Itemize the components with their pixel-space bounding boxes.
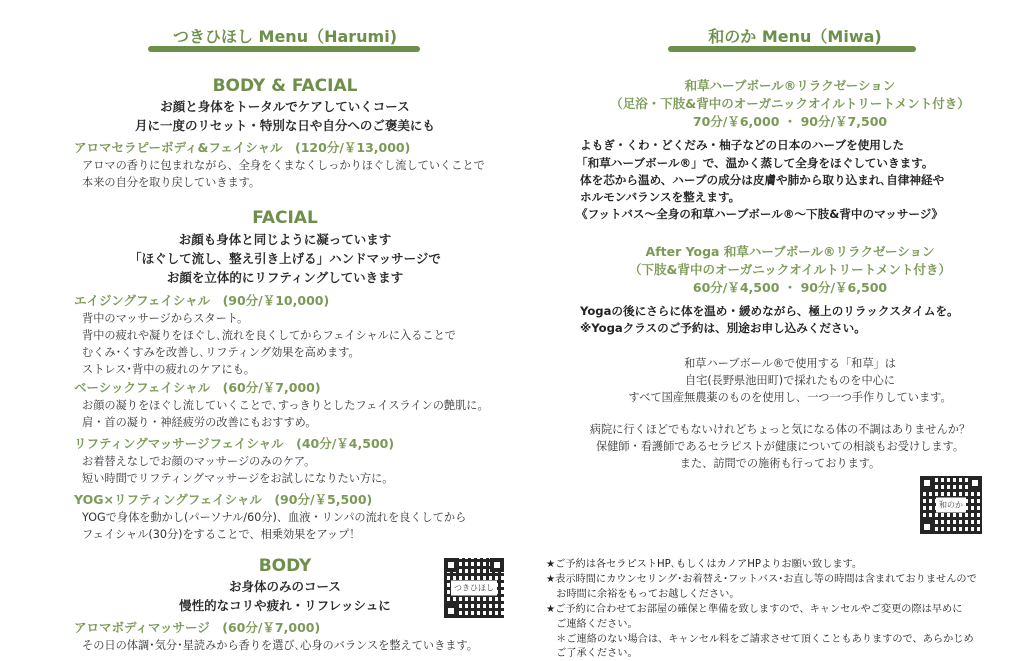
booking-note: ご連絡ください。 <box>546 619 638 630</box>
consult-note-line: 病院に行くほどでもないけれどちょっと気になる体の不調はありませんか？ <box>589 423 971 436</box>
qr-finder-icon <box>444 558 458 572</box>
after-yoga-subtitle: （下肢&背中のオーガニックオイルトリートメント付き） <box>629 262 951 277</box>
after-yoga-price: 60分/￥4,500 ・ 90分/￥6,500 <box>692 280 888 295</box>
qr-code-wanoka[interactable] <box>920 476 982 534</box>
qr-finder-icon <box>968 476 982 490</box>
menu-item-desc: むくみ･くすみを改善し､リフティング効果を高めます。 <box>82 346 360 359</box>
menu-item-desc: お着替えなしでお顔のマッサージのみのケア。 <box>82 455 316 468</box>
after-yoga-desc: Yogaの後にさらに体を温め・緩めながら、極上のリラックスタイムを。 <box>580 304 959 318</box>
menu-item-yog-lifting-facial: YOG×リフティングフェイシャル (90分/￥5,500) <box>74 492 373 507</box>
body-facial-title: BODY & FACIAL <box>212 76 358 96</box>
menu-item-desc: アロマの香りに包まれながら、全身をくまなくしっかりほぐし流していくことで <box>82 159 485 172</box>
menu-item-desc: 背中の疲れや凝りをほぐし､流れを良くしてからフェイシャルに入ることで <box>82 329 456 342</box>
qr-finder-icon <box>920 476 934 490</box>
booking-note: ★ご予約に合わせてお部屋の確保と準備を致しますので、キャンセルやご変更の際は早めに <box>546 604 963 615</box>
menu-item-aroma-body-massage: アロマボディマッサージ (60分/￥7,000) <box>74 620 321 635</box>
herbal-desc: ホルモンバランスを整えます。 <box>580 190 741 204</box>
body-facial-tagline-1: お顔と身体をトータルでケアしていくコース <box>160 99 410 114</box>
left-header-underline <box>148 46 420 52</box>
body-tagline-1: お身体のみのコース <box>229 579 341 594</box>
wakusa-note-line: すべて国産無農薬のものを使用し、一つ一つ手作りしています。 <box>628 391 952 404</box>
menu-item-lifting-massage-facial: リフティングマッサージフェイシャル (40分/￥4,500) <box>74 436 395 451</box>
qr-code-tsukihihoshi[interactable] <box>444 558 504 618</box>
menu-item-desc: ストレス･背中の疲れのケアにも。 <box>82 363 256 376</box>
menu-item-desc: 肩・首の凝り・神経疲労の改善にもおすすめ。 <box>82 416 317 429</box>
menu-item-desc: その日の体調･気分･星読みから香りを選び､心身のバランスを整えていきます。 <box>82 639 478 652</box>
menu-item-desc: フェイシャル(30分)をすることで、相乗効果をアップ！ <box>82 528 361 541</box>
menu-item-desc: お顔の凝りをほぐし流していくことで､すっきりとしたフェイスラインの艶肌に。 <box>82 399 489 412</box>
menu-item-basic-facial: ベーシックフェイシャル (60分/￥7,000) <box>74 380 321 395</box>
left-menu-header: つきひほし Menu（Harumi) <box>172 27 398 46</box>
facial-tagline-2: 「ほぐして流し、整え引き上げる」ハンドマッサージで <box>129 251 441 266</box>
herbal-desc: 《フットバス～全身の和草ハーブボール®～下肢&背中のマッサージ》 <box>576 207 944 221</box>
wakusa-note-line: 自宅(長野県池田町)で採れたものを中心に <box>684 374 896 387</box>
menu-item-desc: 短い時間でリフティングマッサージをお試しになりたい方に。 <box>82 472 394 485</box>
qr-finder-icon <box>444 604 458 618</box>
consult-note-line: また、訪問での施術も行っております。 <box>679 457 881 470</box>
body-tagline-2: 慢性的なコリや疲れ・リフレッシュに <box>179 598 391 613</box>
facial-title: FACIAL <box>252 208 318 228</box>
menu-item-aging-facial: エイジングフェイシャル (90分/￥10,000) <box>74 293 330 308</box>
herbal-desc: よもぎ・くわ・どくだみ・柚子などの日本のハーブを使用した <box>580 138 905 152</box>
booking-note: ＊ご連絡のない場合は、キャンセル料をご請求させて頂くこともありますので、あらかじめ <box>546 634 974 645</box>
facial-tagline-3: お顔を立体的にリフティングしていきます <box>166 270 404 285</box>
herbal-ball-subtitle: （足浴・下肢&背中のオーガニックオイルトリートメント付き） <box>610 96 970 111</box>
menu-item-desc: 背中のマッサージからスタート。 <box>82 312 249 325</box>
qr-label: 和のか <box>936 498 966 513</box>
facial-tagline-1: お顔も身体と同じように凝っています <box>178 232 392 247</box>
after-yoga-desc: ※Yogaクラスのご予約は、別途お申し込みください。 <box>580 321 866 335</box>
body-title: BODY <box>258 556 312 576</box>
booking-note: ★表示時間にカウンセリング･お着替え･フットバス･お直し等の時間は含まれておりませんので <box>546 574 977 585</box>
right-menu-header: 和のか Menu（Miwa) <box>708 27 882 46</box>
consult-note-line: 保健師・看護師であるセラピストが健康についての相談もお受けします。 <box>595 440 965 453</box>
herbal-ball-title: 和草ハーブボール®リラクゼーション <box>684 78 896 93</box>
after-yoga-title: After Yoga 和草ハーブボール®リラクゼーション <box>645 244 935 259</box>
herbal-desc: 「和草ハーブボール®」で、温かく蒸して全身をほぐしていきます。 <box>576 156 934 170</box>
wakusa-note-line: 和草ハーブボール®で使用する「和草」は <box>684 357 896 370</box>
herbal-desc: 体を芯から温め、ハーブの成分は皮膚や肺から取り込まれ､自律神経や <box>580 173 945 187</box>
qr-label: つきひほし <box>451 581 497 596</box>
menu-item-desc: YOGで身体を動かし(パーソナル/60分)、血液・リンパの流れを良くしてから <box>82 511 467 524</box>
qr-finder-icon <box>490 558 504 572</box>
menu-item-aroma-body-facial: アロマセラピーボディ&フェイシャル (120分/￥13,000) <box>74 140 411 155</box>
qr-finder-icon <box>920 520 934 534</box>
menu-item-desc: 本来の自分を取り戻していきます。 <box>82 176 261 189</box>
booking-note: ご了承ください。 <box>546 648 638 659</box>
body-facial-tagline-2: 月に一度のリセット・特別な日や自分へのご褒美にも <box>135 118 435 133</box>
booking-note: ★ご予約は各セラピストHP､もしくはカノアHPよりお願い致します。 <box>546 559 863 570</box>
herbal-ball-price: 70分/￥6,000 ・ 90分/￥7,500 <box>692 114 888 129</box>
booking-note: お時間に余裕をもってお越しください。 <box>546 589 740 600</box>
right-header-underline <box>668 46 916 52</box>
